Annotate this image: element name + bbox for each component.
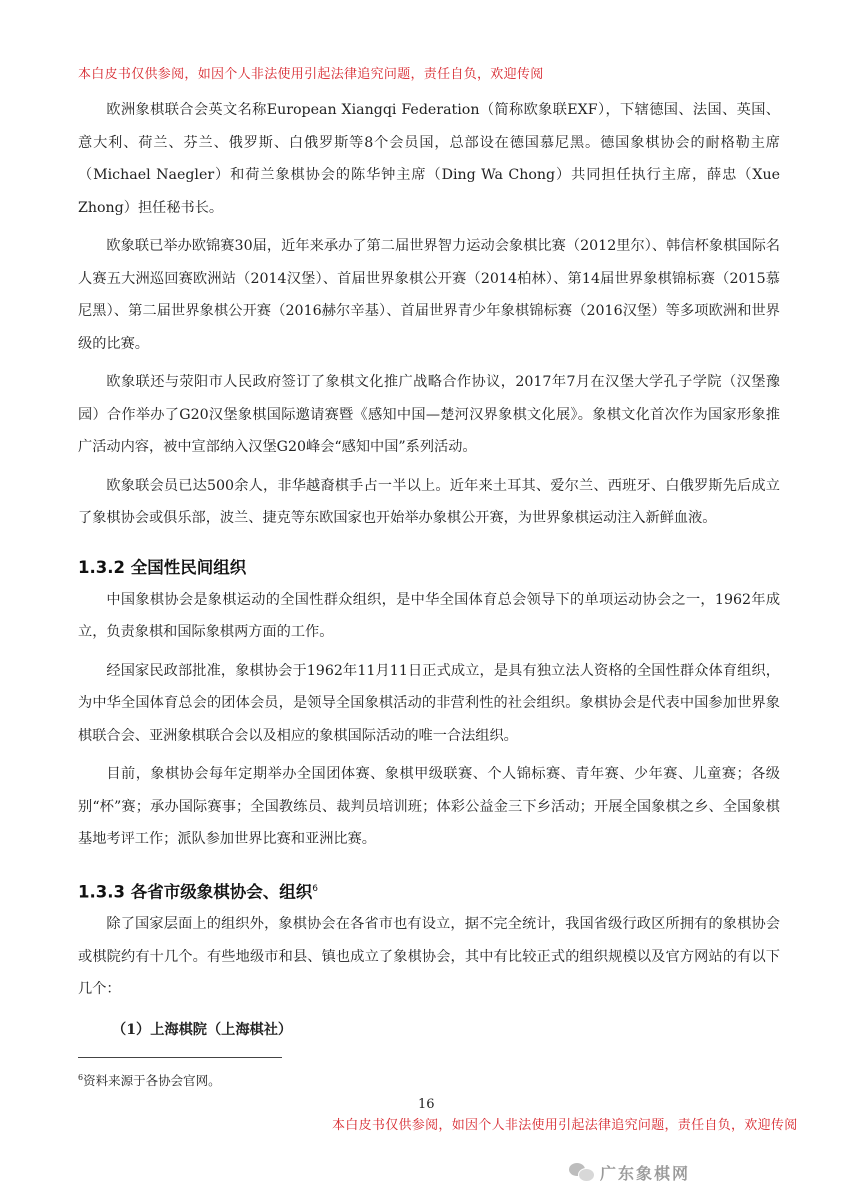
footnote-divider	[78, 1057, 282, 1058]
paragraph-cxa-founding: 经国家民政部批准，象棋协会于1962年11月11日正式成立，是具有独立法人资格的全国性群众体育组织，为中华全国体育总会的团体会员，是领导全国象棋活动的非营利性的社会组织。象棋协会是代表中国参加世界象棋联合会、亚洲象棋联合会以及相应的象棋国际活动的唯一合法组织。	[78, 662, 780, 744]
paragraph-exf-members: 欧象联会员已达500余人，非华越裔棋手占一半以上。近年来土耳其、爱尔兰、西班牙、白俄罗斯先后成立了象棋协会或俱乐部，波兰、捷克等东欧国家也开始举办象棋公开赛，为世界象棋运动注入新鲜血液。	[78, 477, 780, 526]
paragraph-exf-culture: 欧象联还与荥阳市人民政府签订了象棋文化推广战略合作协议，2017年7月在汉堡大学孔子学院（汉堡豫园）合作举办了G20汉堡象棋国际邀请赛暨《感知中国—楚河汉界象棋文化展》。象棋文化首次作为国家形象推广活动内容，被中宣部纳入汉堡G20峰会“感知中国”系列活动。	[78, 374, 780, 455]
footnote	[78, 1071, 221, 1089]
watermark	[568, 1157, 690, 1187]
footnote-text: 资料来源于各协会官网。	[83, 1073, 221, 1088]
paragraph-exf-intro: 欧洲象棋联合会英文名称European Xiangqi Federation（简称欧象联EXF），下辖德国、法国、英国、意大利、荷兰、芬兰、俄罗斯、白俄罗斯等8个会员国，总部设在德国慕尼黑。德国象棋协会的耐格勒主席（Michael Naegler）和荷兰象棋协会的陈华钟主席（Ding Wa Chong）共同担任执行主席，薛忠（Xue Zhong）担任秘书长。	[78, 102, 780, 216]
watermark-text: 广东象棋网	[600, 1163, 691, 1183]
page-number: 16	[418, 1097, 435, 1112]
footnote-reference[interactable]: 6	[312, 883, 318, 894]
section-heading-text: 1.3.3 各省市级象棋协会、组织	[78, 882, 313, 901]
page-content	[78, 94, 780, 1046]
paragraph-cxa-intro: 中国象棋协会是象棋运动的全国性群众组织，是中华全国体育总会领导下的单项运动协会之一，1962年成立，负责象棋和国际象棋两方面的工作。	[78, 591, 781, 640]
disclaimer-footer: 本白皮书仅供参阅，如因个人非法使用引起法律追究问题，责任自负，欢迎传阅	[332, 1118, 798, 1133]
paragraph-exf-events: 欧象联已举办欧锦赛30届，近年来承办了第二届世界智力运动会象棋比赛（2012里尔）、韩信杯象棋国际名人赛五大洲巡回赛欧洲站（2014汉堡）、首届世界象棋公开赛（2014柏林）、第14届世界象棋锦标赛（2015慕尼黑）、第二届世界象棋公开赛（2016赫尔辛基）、首届世界青少年象棋锦标赛（2016汉堡）等多项欧洲和世界级的比赛。	[78, 238, 780, 352]
paragraph-provincial-associations: 除了国家层面上的组织外，象棋协会在各省市也有设立，据不完全统计，我国省级行政区所拥有的象棋协会或棋院约有十几个。有些地级市和县、镇也成立了象棋协会，其中有比较正式的组织规模以及官方网站的有以下几个：	[78, 916, 780, 997]
section-heading-1-3-2: 1.3.2 全国性民间组织	[78, 557, 247, 577]
disclaimer-header: 本白皮书仅供参阅，如因个人非法使用引起法律追究问题，责任自负，欢迎传阅	[78, 67, 544, 82]
subheading-shanghai-chess-academy: （1）上海棋院（上海棋社）	[112, 1021, 293, 1038]
footnote-mark: 6	[78, 1072, 84, 1082]
section-heading-1-3-3	[78, 873, 780, 909]
wechat-icon	[568, 1161, 596, 1183]
paragraph-cxa-activities: 目前，象棋协会每年定期举办全国团体赛、象棋甲级联赛、个人锦标赛、青年赛、少年赛、儿童赛；各级别“杯”赛；承办国际赛事；全国教练员、裁判员培训班；体彩公益金三下乡活动；开展全国象棋之乡、全国象棋基地考评工作；派队参加世界比赛和亚洲比赛。	[78, 766, 780, 847]
